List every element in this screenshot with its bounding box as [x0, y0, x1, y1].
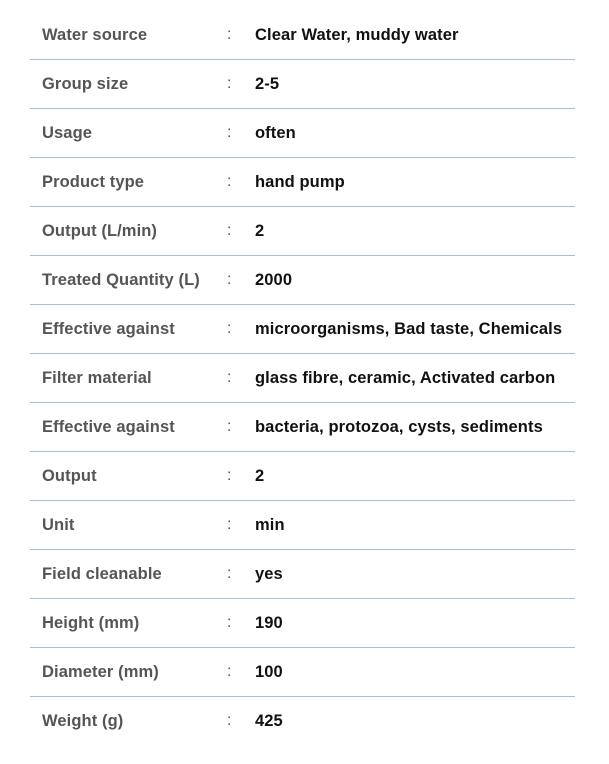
spec-separator: :	[227, 712, 232, 729]
spec-table	[30, 11, 575, 745]
spec-separator: :	[227, 320, 232, 337]
spec-value: hand pump	[255, 172, 345, 191]
spec-row-output	[30, 452, 575, 501]
spec-separator: :	[227, 75, 232, 92]
spec-separator: :	[227, 663, 232, 680]
spec-row-effective-against	[30, 305, 575, 354]
spec-value: 2	[255, 221, 265, 240]
spec-label: Effective against	[42, 417, 175, 436]
spec-value: 190	[255, 613, 283, 632]
spec-label: Field cleanable	[42, 564, 162, 583]
spec-value: Clear Water, muddy water	[255, 25, 459, 44]
spec-row-unit	[30, 501, 575, 550]
spec-row-weight	[30, 697, 575, 745]
spec-value: 425	[255, 711, 283, 730]
spec-label: Usage	[42, 123, 93, 142]
spec-separator: :	[227, 222, 232, 239]
spec-label: Effective against	[42, 319, 175, 338]
spec-label: Group size	[42, 74, 129, 93]
spec-label: Treated Quantity (L)	[42, 270, 200, 289]
spec-row-treated-quantity	[30, 256, 575, 305]
spec-row-filter-material	[30, 354, 575, 403]
spec-row-diameter	[30, 648, 575, 697]
spec-value: 100	[255, 662, 283, 681]
spec-row-product-type	[30, 158, 575, 207]
spec-value: 2000	[255, 270, 293, 289]
spec-value: 2	[255, 466, 265, 485]
spec-label: Product type	[42, 172, 145, 191]
spec-value: min	[255, 515, 285, 534]
spec-value: glass fibre, ceramic, Activated carbon	[255, 368, 556, 387]
spec-separator: :	[227, 369, 232, 386]
spec-label: Unit	[42, 515, 75, 534]
spec-row-height	[30, 599, 575, 648]
spec-separator: :	[227, 467, 232, 484]
spec-value: 2-5	[255, 74, 280, 93]
spec-row-effective-against-2	[30, 403, 575, 452]
spec-separator: :	[227, 271, 232, 288]
spec-label: Weight (g)	[42, 711, 124, 730]
spec-row-usage	[30, 109, 575, 158]
spec-value: bacteria, protozoa, cysts, sediments	[255, 417, 543, 436]
spec-separator: :	[227, 565, 232, 582]
spec-row-water-source	[30, 11, 575, 60]
spec-separator: :	[227, 516, 232, 533]
spec-label: Output (L/min)	[42, 221, 158, 240]
spec-separator: :	[227, 614, 232, 631]
spec-label: Diameter (mm)	[42, 662, 159, 681]
spec-label: Water source	[42, 25, 148, 44]
spec-label: Height (mm)	[42, 613, 140, 632]
spec-separator: :	[227, 418, 232, 435]
spec-label: Filter material	[42, 368, 152, 387]
spec-value: often	[255, 123, 296, 142]
spec-value: yes	[255, 564, 283, 583]
spec-separator: :	[227, 124, 232, 141]
spec-value: microorganisms, Bad taste, Chemicals	[255, 319, 563, 338]
spec-row-group-size	[30, 60, 575, 109]
spec-row-field-cleanable	[30, 550, 575, 599]
spec-separator: :	[227, 173, 232, 190]
spec-label: Output	[42, 466, 97, 485]
spec-separator: :	[227, 26, 232, 43]
spec-row-output-l-min	[30, 207, 575, 256]
